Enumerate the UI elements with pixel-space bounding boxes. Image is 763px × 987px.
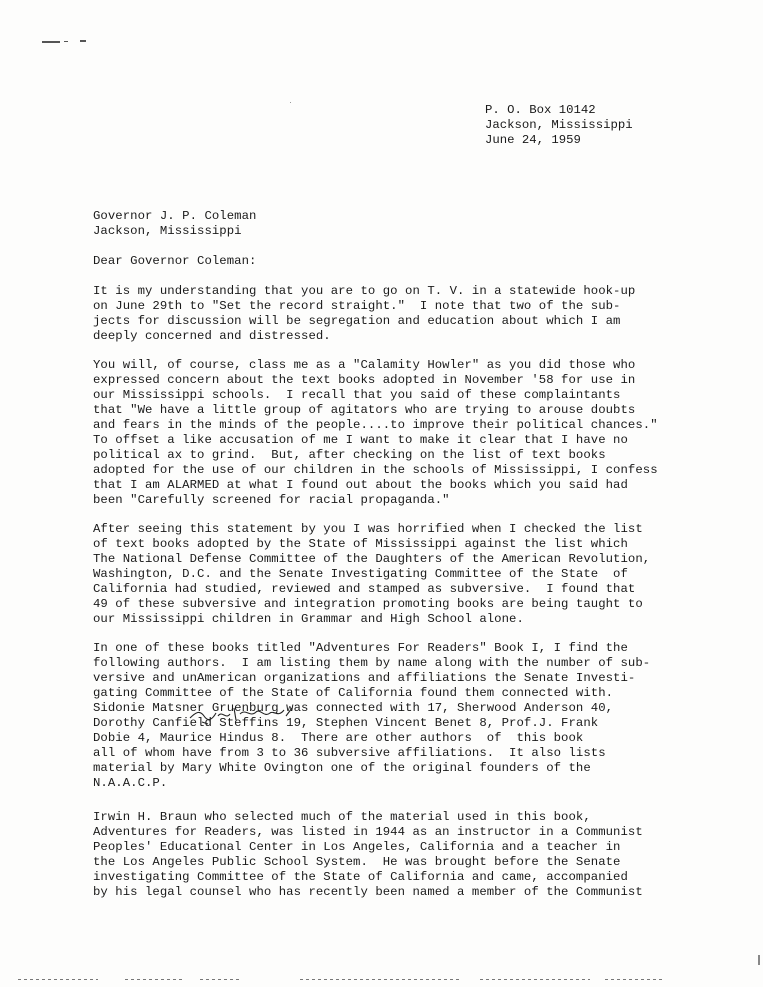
text-line: Adventures for Readers, was listed in 1944 as an instructor in a Communist — [93, 825, 643, 839]
scan-speck — [80, 40, 86, 42]
text-line: expressed concern about the text books adopted in November '58 for use in — [93, 373, 636, 387]
text-line: After seeing this statement by you I was horrified when I checked the list — [93, 522, 643, 536]
text-line: our Mississippi children in Grammar and High School alone. — [93, 612, 524, 626]
text-line: It is my understanding that you are to go on T. V. in a statewide hook-up — [93, 284, 636, 298]
scan-edge-mark — [18, 979, 98, 980]
text-line: The National Defense Committee of the Daughters of the American Revolution, — [93, 552, 651, 566]
address-line-1: P. O. Box 10142 — [485, 103, 596, 117]
text-line: 49 of these subversive and integration promoting books are being taught to — [93, 597, 643, 611]
scan-edge-mark — [200, 979, 240, 980]
text-line: In one of these books titled "Adventures For Readers" Book I, I find the — [93, 641, 628, 655]
text-line: adopted for the use of our children in the schools of Mississippi, I confess — [93, 463, 658, 477]
text-line: versive and unAmerican organizations and affiliations the Senate Investi- — [93, 671, 636, 685]
letter-date: June 24, 1959 — [485, 133, 581, 147]
text-line: Sidonie Matsner Gruenburg was connected with 17, Sherwood Anderson 40, — [93, 701, 614, 715]
text-line: of text books adopted by the State of Mississippi against the list which — [93, 537, 628, 551]
text-line: following authors. I am listing them by name along with the number of sub- — [93, 656, 651, 670]
scan-speck — [42, 41, 60, 43]
scan-edge-mark — [300, 979, 460, 980]
recipient-name: Governor J. P. Coleman — [93, 209, 257, 223]
text-line: Irwin H. Braun who selected much of the material used in this book, — [93, 810, 591, 824]
text-line: deeply concerned and distressed. — [93, 329, 331, 343]
scan-speck — [758, 955, 760, 965]
text-line: that I am ALARMED at what I found out about the books which you said had — [93, 478, 628, 492]
text-line: Dobie 4, Maurice Hindus 8. There are other authors of this book — [93, 731, 584, 745]
text-line: Peoples' Educational Center in Los Angeles, California and a teacher in — [93, 840, 621, 854]
text-line: our Mississippi schools. I recall that you said of these complaintants — [93, 388, 621, 402]
text-line: that "We have a little group of agitators who are trying to arouse doubts — [93, 403, 636, 417]
scan-edge-mark — [125, 979, 185, 980]
salutation: Dear Governor Coleman: — [93, 254, 257, 268]
handwritten-annotation — [188, 704, 298, 726]
text-line: the Los Angeles Public School System. He was brought before the Senate — [93, 855, 621, 869]
text-line: You will, of course, class me as a "Calamity Howler" as you did those who — [93, 358, 636, 372]
text-line: investigating Committee of the State of California and came, accompanied — [93, 870, 628, 884]
text-line: gating Committee of the State of California found them connected with. — [93, 686, 614, 700]
scan-speck — [64, 41, 68, 42]
text-line: by his legal counsel who has recently been named a member of the Communist — [93, 885, 643, 899]
text-line: Washington, D.C. and the Senate Investigating Committee of the State of — [93, 567, 628, 581]
text-line: political ax to grind. But, after checking on the list of text books — [93, 448, 606, 462]
scan-edge-mark — [480, 979, 590, 980]
text-line: been "Carefully screened for racial propaganda." — [93, 493, 450, 507]
scan-edge-mark — [605, 979, 665, 980]
address-line-2: Jackson, Mississippi — [485, 118, 633, 132]
scan-speck — [290, 102, 291, 103]
recipient-city: Jackson, Mississippi — [93, 224, 242, 238]
text-line: all of whom have from 3 to 36 subversive affiliations. It also lists — [93, 746, 606, 760]
text-line: and fears in the minds of the people....to improve their political chances." — [93, 418, 658, 432]
text-line: N.A.A.C.P. — [93, 776, 168, 790]
text-line: on June 29th to "Set the record straight." I note that two of the sub- — [93, 299, 621, 313]
text-line: California had studied, reviewed and stamped as subversive. I found that — [93, 582, 636, 596]
text-line: jects for discussion will be segregation and education about which I am — [93, 314, 621, 328]
text-line: material by Mary White Ovington one of the original founders of the — [93, 761, 591, 775]
text-line: Dorothy Canfield Steffins 19, Stephen Vincent Benet 8, Prof.J. Frank — [93, 716, 599, 730]
text-line: To offset a like accusation of me I want to make it clear that I have no — [93, 433, 628, 447]
